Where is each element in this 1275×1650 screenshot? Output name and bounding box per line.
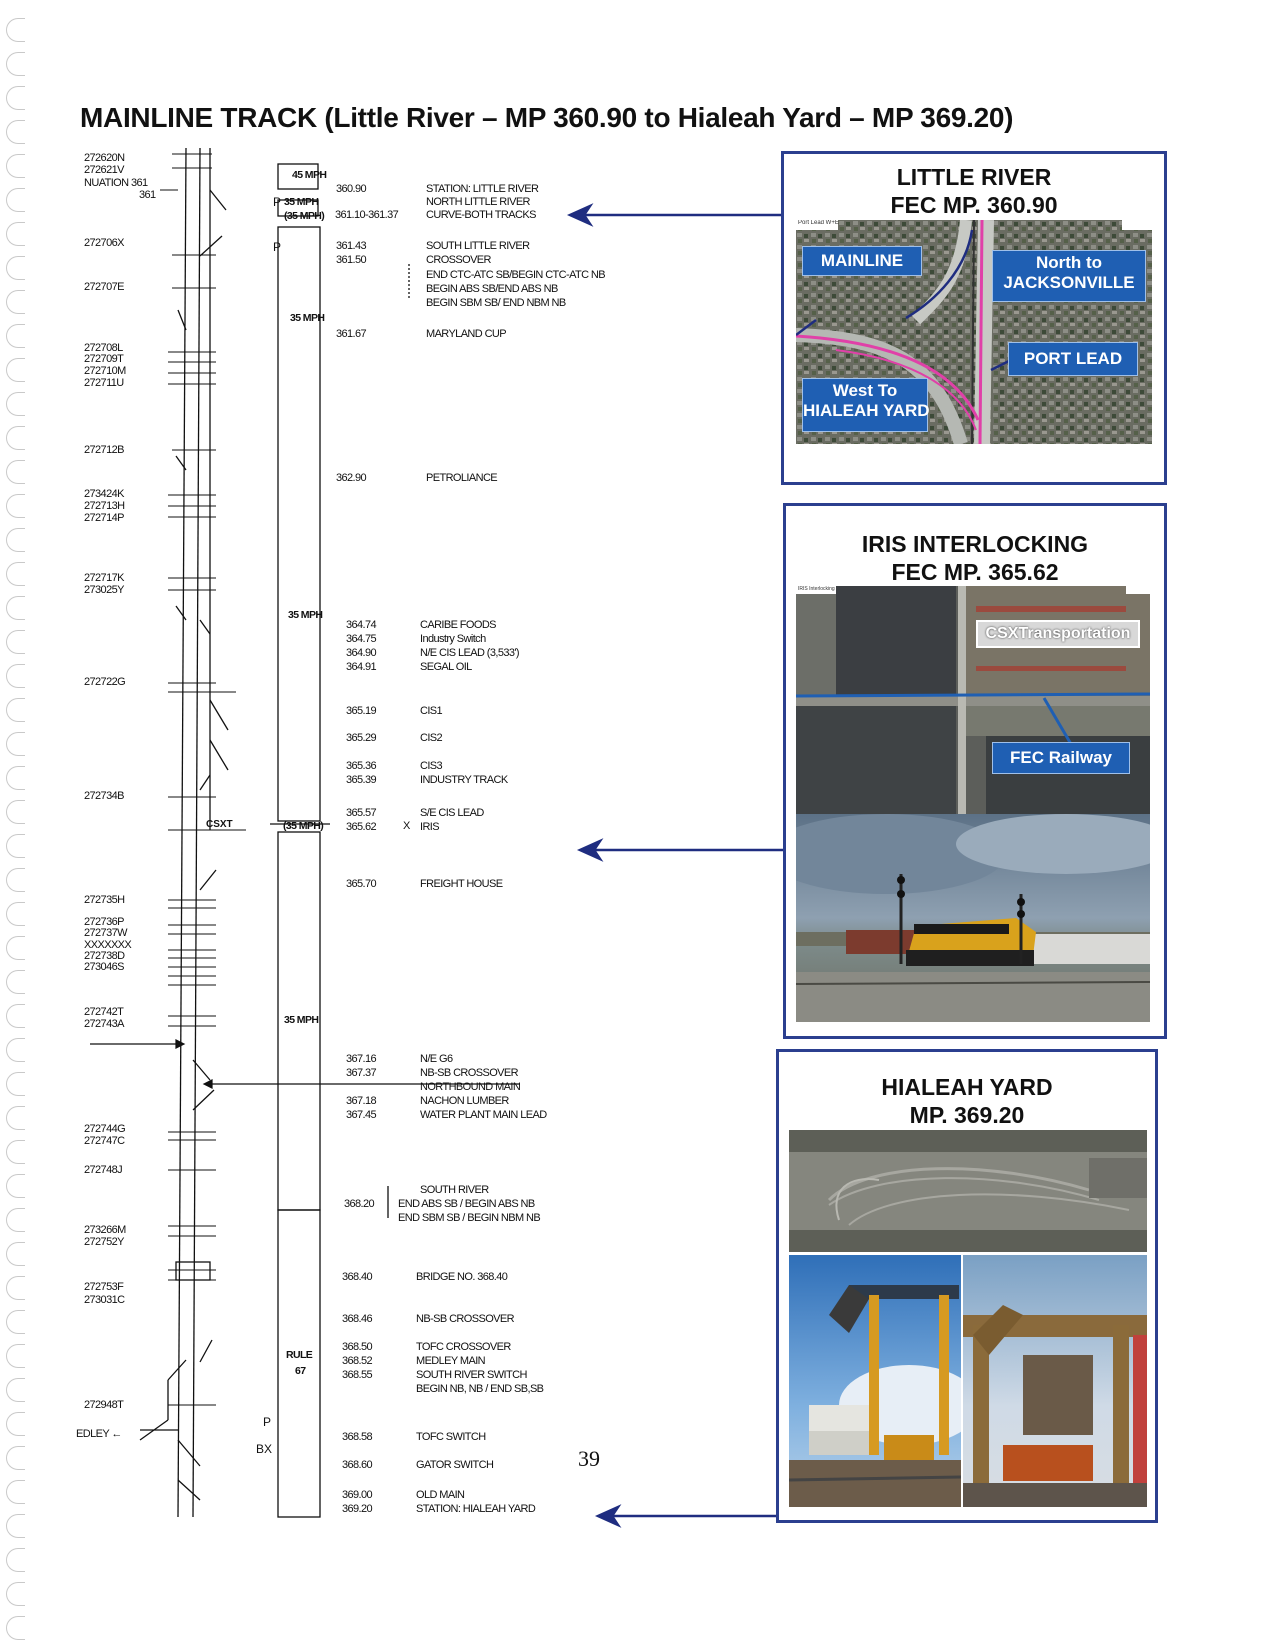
milepost-value: 368.55 <box>342 1369 373 1381</box>
panel-iris <box>783 503 1167 1039</box>
signal-marker: P <box>273 240 282 254</box>
milepost-value: 368.50 <box>342 1341 373 1353</box>
panel-hialeah <box>776 1049 1158 1523</box>
aerial-map-iris <box>796 586 1150 814</box>
crossing-id: 272620N <box>84 152 125 164</box>
tag-west-line1: West To <box>832 381 898 400</box>
crossing-id: 272722G <box>84 676 126 688</box>
crossing-id: 272747C <box>84 1135 125 1147</box>
tag-csx: CSXTransportation <box>976 620 1140 648</box>
milepost-description: SOUTH RIVER <box>420 1184 489 1196</box>
crossing-id: 272742T <box>84 1006 124 1018</box>
crossing-id: 361 <box>139 189 156 201</box>
milepost-value: 365.39 <box>346 774 377 786</box>
milepost-value: 365.19 <box>346 705 377 717</box>
crossing-id: 272744G <box>84 1123 126 1135</box>
photo-crane-2 <box>963 1255 1147 1507</box>
panel-title: LITTLE RIVER <box>896 164 1052 190</box>
main-track-1 <box>178 148 186 1517</box>
milepost-description: GATOR SWITCH <box>416 1459 494 1471</box>
milepost-description: END CTC-ATC SB/BEGIN CTC-ATC NB <box>426 269 605 281</box>
milepost-value: 365.29 <box>346 732 377 744</box>
speed-label: RULE <box>286 1349 313 1361</box>
milepost-description: BEGIN NB, NB / END SB,SB <box>416 1383 544 1395</box>
tag-mainline: MAINLINE <box>802 246 922 276</box>
interlocking-marker: X <box>403 820 411 832</box>
milepost-value: 360.90 <box>336 183 367 195</box>
milepost-description: CIS1 <box>420 705 443 717</box>
milepost-description: STATION: LITTLE RIVER <box>426 183 539 195</box>
aerial-map-little-river <box>796 220 1152 444</box>
crossing-id: 273031C <box>84 1294 125 1306</box>
crossing-id: 272734B <box>84 790 124 802</box>
crossing-id: EDLEY ← <box>76 1428 122 1440</box>
milepost-description: Industry Switch <box>420 633 486 645</box>
milepost-value: 368.58 <box>342 1431 373 1443</box>
csxt-label: CSXT <box>206 819 233 830</box>
milepost-value: 361.43 <box>336 240 367 252</box>
map-caption: IRIS Interlocking <box>798 586 835 592</box>
aerial-map-hialeah <box>789 1130 1147 1252</box>
milepost-value: 365.70 <box>346 878 377 890</box>
milepost-description: TOFC CROSSOVER <box>416 1341 511 1353</box>
milepost-description: TOFC SWITCH <box>416 1431 486 1443</box>
milepost-description: STATION: HIALEAH YARD <box>416 1503 536 1515</box>
crossing-id: 273424K <box>84 488 124 500</box>
panel-title: HIALEAH YARD <box>881 1074 1053 1100</box>
page-title: MAINLINE TRACK (Little River – MP 360.90 to Hialeah Yard – MP 369.20) <box>80 102 1014 133</box>
milepost-description: NB-SB CROSSOVER <box>416 1313 514 1325</box>
crossing-id: 272717K <box>84 572 124 584</box>
milepost-value: 361.67 <box>336 328 367 340</box>
milepost-value: 368.60 <box>342 1459 373 1471</box>
speed-label: 45 MPH <box>292 169 327 181</box>
crossing-id: 272709T <box>84 353 124 365</box>
milepost-value: 369.00 <box>342 1489 373 1501</box>
milepost-description: N/E G6 <box>420 1053 453 1065</box>
milepost-value: 368.52 <box>342 1355 373 1367</box>
crossing-id: 273266M <box>84 1224 126 1236</box>
tag-port-lead: PORT LEAD <box>1008 342 1138 376</box>
photo-locomotive <box>796 814 1150 1022</box>
milepost-description: END SBM SB / BEGIN NBM NB <box>398 1212 541 1224</box>
panel-subtitle: MP. 369.20 <box>909 1102 1025 1128</box>
milepost-description: PETROLIANCE <box>426 472 498 484</box>
crossing-id: 272735H <box>84 894 125 906</box>
milepost-description: MARYLAND CUP <box>426 328 507 340</box>
milepost-description: WATER PLANT MAIN LEAD <box>420 1109 547 1121</box>
milepost-description: BEGIN ABS SB/END ABS NB <box>426 283 558 295</box>
milepost-value: 367.16 <box>346 1053 377 1065</box>
milepost-description: IRIS <box>420 821 439 833</box>
milepost-description: N/E CIS LEAD (3,533') <box>420 647 519 659</box>
crossing-id: 272706X <box>84 237 124 249</box>
crossing-id: 272752Y <box>84 1236 124 1248</box>
milepost-value: 365.57 <box>346 807 377 819</box>
signal-marker: P <box>263 1415 272 1429</box>
main-track-2 <box>193 148 200 1517</box>
speed-label: 35 MPH <box>284 1014 319 1026</box>
milepost-description: NB-SB CROSSOVER <box>420 1067 518 1079</box>
milepost-description: CIS2 <box>420 732 443 744</box>
crossing-id: 272743A <box>84 1018 124 1030</box>
crossing-id: 272710M <box>84 365 126 377</box>
crossing-id: 272708L <box>84 342 123 354</box>
milepost-value: 367.45 <box>346 1109 377 1121</box>
crossing-id: 273046S <box>84 961 124 973</box>
speed-box-rule67 <box>278 1210 320 1517</box>
milepost-description: SEGAL OIL <box>420 661 472 673</box>
milepost-value: 361.10-361.37 <box>335 209 399 221</box>
milepost-value: 364.75 <box>346 633 377 645</box>
tag-west-line2: HIALEAH YARD <box>803 401 930 420</box>
tag-west <box>802 378 928 432</box>
milepost-description: SOUTH LITTLE RIVER <box>426 240 530 252</box>
speed-label: 35 MPH <box>290 312 325 324</box>
panel-subtitle: FEC MP. 360.90 <box>890 192 1058 218</box>
tag-fec: FEC Railway <box>992 742 1130 774</box>
milepost-value: 361.50 <box>336 254 367 266</box>
milepost-description: CURVE-BOTH TRACKS <box>426 209 536 221</box>
crossing-id: 273025Y <box>84 584 124 596</box>
crossing-id: 272713H <box>84 500 125 512</box>
milepost-description: CARIBE FOODS <box>420 619 496 631</box>
panel-subtitle: FEC MP. 365.62 <box>891 559 1059 585</box>
crossing-id: 272711U <box>84 377 124 389</box>
tag-north <box>992 250 1146 302</box>
speed-label: 35 MPH <box>288 609 323 621</box>
crossing-id: XXXXXXX <box>84 939 132 951</box>
milepost-value: 364.90 <box>346 647 377 659</box>
milepost-description: CROSSOVER <box>426 254 491 266</box>
milepost-value: 364.91 <box>346 661 377 673</box>
milepost-value: 364.74 <box>346 619 377 631</box>
signal-marker: P <box>273 195 282 209</box>
page-number: 39 <box>578 1446 600 1471</box>
crossing-id: 272714P <box>84 512 124 524</box>
milepost-description: S/E CIS LEAD <box>420 807 484 819</box>
milepost-description: END ABS SB / BEGIN ABS NB <box>398 1198 535 1210</box>
crossing-id: 272738D <box>84 950 125 962</box>
speed-label: 35 MPH <box>284 196 319 208</box>
milepost-description: SOUTH RIVER SWITCH <box>416 1369 527 1381</box>
crossing-id: 272753F <box>84 1281 124 1293</box>
crossing-id: 272748J <box>84 1164 123 1176</box>
milepost-description: INDUSTRY TRACK <box>420 774 508 786</box>
milepost-description: NORTHBOUND MAIN <box>420 1081 521 1093</box>
milepost-value: 362.90 <box>336 472 367 484</box>
panel-title: IRIS INTERLOCKING <box>861 531 1089 557</box>
milepost-description: FREIGHT HOUSE <box>420 878 503 890</box>
milepost-value: 368.46 <box>342 1313 373 1325</box>
milepost-description: MEDLEY MAIN <box>416 1355 485 1367</box>
milepost-value: 367.18 <box>346 1095 377 1107</box>
crossing-id: 272736P <box>84 916 124 928</box>
crossing-id: 272948T <box>84 1399 124 1411</box>
speed-label: (35 MPH) <box>284 210 325 222</box>
panel-little-river <box>781 151 1167 485</box>
crossing-id: 272737W <box>84 927 127 939</box>
milepost-description: OLD MAIN <box>416 1489 465 1501</box>
milepost-value: 368.40 <box>342 1271 373 1283</box>
photo-crane-1 <box>789 1255 961 1507</box>
milepost-description: NORTH LITTLE RIVER <box>426 196 530 208</box>
milepost-description: NACHON LUMBER <box>420 1095 509 1107</box>
crossing-id: 272707E <box>84 281 124 293</box>
signal-marker: BX <box>256 1442 273 1456</box>
milepost-description: CIS3 <box>420 760 443 772</box>
milepost-value: 369.20 <box>342 1503 373 1515</box>
milepost-value: 365.36 <box>346 760 377 772</box>
crossing-id: NUATION 361 <box>84 177 148 189</box>
milepost-value: 365.62 <box>346 821 377 833</box>
milepost-description: BRIDGE NO. 368.40 <box>416 1271 508 1283</box>
tag-north-line2: JACKSONVILLE <box>1003 273 1135 292</box>
map-caption: Port Lead W+E <box>798 220 839 226</box>
milepost-value: 368.20 <box>344 1198 375 1210</box>
crossing-id: 272712B <box>84 444 124 456</box>
milepost-description: BEGIN SBM SB/ END NBM NB <box>426 297 566 309</box>
milepost-value: 367.37 <box>346 1067 377 1079</box>
speed-label: 67 <box>295 1365 306 1377</box>
tag-north-line1: North to <box>1035 253 1103 272</box>
crossing-id: 272621V <box>84 164 124 176</box>
speed-label: (35 MPH) <box>283 820 324 832</box>
